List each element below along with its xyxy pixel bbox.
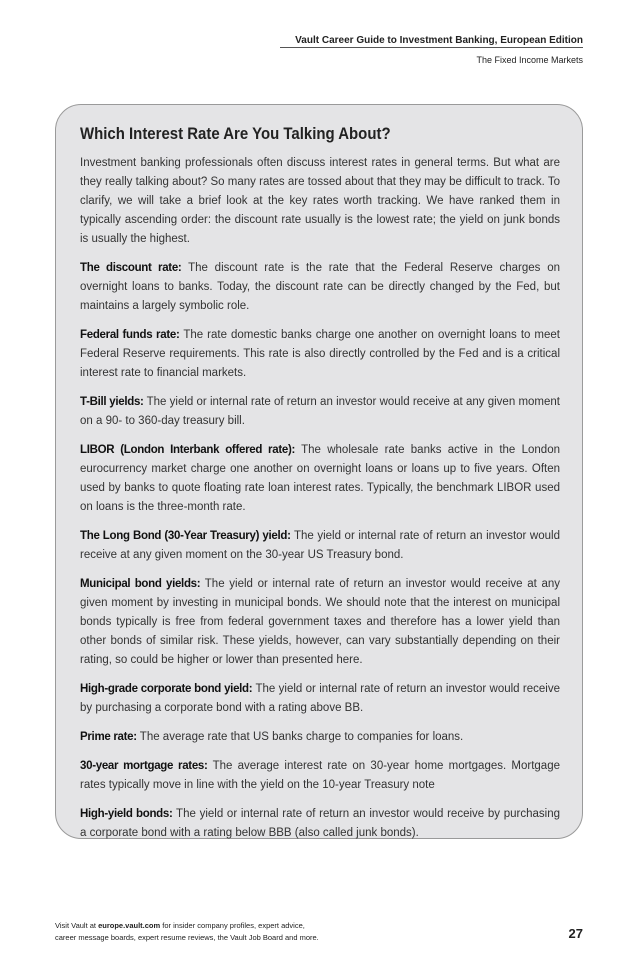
rate-entry-high-grade — [80, 680, 560, 718]
header-rule — [280, 47, 583, 48]
rate-term: The discount rate: — [80, 262, 182, 274]
rate-entry-libor — [80, 441, 560, 517]
rate-entry-tbill — [80, 393, 560, 431]
sidebar-intro: Investment banking professionals often discuss interest rates in general terms. But what are they really talking about? So many rates are tossed about that they may be difficult to track. To clarify, we will take a brief look at the key rates worth tracking. We have ranked them in typically ascending order: the discount rate usually is the lowest rate; the yield on junk bonds is usually the highest. — [80, 157, 560, 245]
rate-description: The yield or internal rate of return an investor would receive at any given moment by investing in municipal bonds. We should note that the interest on municipal bonds typically is free from federal government taxes and therefore has a lower yield than other bonds of similar risk. These yields, however, can vary substantially depending on their rating, so could be higher or lower than presented here. — [80, 578, 560, 666]
rate-description: The wholesale rate banks active in the London eurocurrency market charge one another on overnight loans or loans up to five years. Often used by banks to quote floating rate loan interest rates. Typically, the benchmark LIBOR used on loans is the three-month rate. — [80, 444, 560, 513]
rate-term: High-grade corporate bond yield: — [80, 683, 253, 695]
rate-description: The yield or internal rate of return an investor would receive at any given moment on a 90- to 360-day treasury bill. — [80, 396, 560, 427]
rate-term: Federal funds rate: — [80, 329, 180, 341]
running-header-section: The Fixed Income Markets — [476, 55, 583, 65]
rate-description: The average interest rate on 30-year home mortgages. Mortgage rates typically move in line with the yield on the 10-year Treasury note — [80, 760, 560, 791]
rate-entry-municipal — [80, 575, 560, 670]
rate-term: T-Bill yields: — [80, 396, 144, 408]
footer-line-2: career message boards, expert resume reviews, the Vault Job Board and more. — [55, 933, 319, 942]
footer-link[interactable]: europe.vault.com — [98, 921, 161, 930]
rate-entry-prime — [80, 728, 560, 747]
sidebar-box — [55, 104, 583, 839]
rate-entry-discount — [80, 259, 560, 316]
rate-description: The yield or internal rate of return an investor would receive by purchasing a corporate bond with a rating above BB. — [80, 683, 560, 714]
rate-entry-mortgage — [80, 757, 560, 795]
rate-term: Municipal bond yields: — [80, 578, 201, 590]
rate-entry-fed-funds — [80, 326, 560, 383]
rate-description: The rate domestic banks charge one another on overnight loans to meet Federal Reserve requirements. This rate is also directly controlled by the Fed and is a critical interest rate to financial markets. — [80, 329, 560, 379]
running-header-title: Vault Career Guide to Investment Banking, European Edition — [295, 35, 583, 46]
footer-line-1 — [55, 920, 319, 932]
rate-description: The yield or internal rate of return an investor would receive by purchasing a corporate bond with a rating below BBB (also called junk bonds). — [80, 808, 560, 839]
rate-term: The Long Bond (30-Year Treasury) yield: — [80, 530, 291, 542]
page-number: 27 — [568, 926, 583, 941]
rate-description: The discount rate is the rate that the Federal Reserve charges on overnight loans to banks. Today, the discount rate can be directly changed by the Fed, but maintains a largely symbolic role. — [80, 262, 560, 312]
rate-term: Prime rate: — [80, 731, 137, 743]
rate-term: 30-year mortgage rates: — [80, 760, 208, 772]
footer-prefix: Visit Vault at — [55, 921, 99, 930]
rate-entry-high-yield — [80, 805, 560, 843]
footer-suffix: for insider company profiles, expert advice, — [160, 921, 305, 930]
sidebar-title: Which Interest Rate Are You Talking About? — [80, 124, 391, 143]
rate-description: The yield or internal rate of return an investor would receive at any given moment on the 30-year US Treasury bond. — [80, 530, 560, 561]
rate-term: High-yield bonds: — [80, 808, 173, 820]
footer-text — [55, 920, 319, 944]
rate-term: LIBOR (London Interbank offered rate): — [80, 444, 296, 456]
rate-description: The average rate that US banks charge to companies for loans. — [139, 731, 464, 743]
sidebar-content — [80, 124, 560, 853]
rate-entry-long-bond — [80, 527, 560, 565]
